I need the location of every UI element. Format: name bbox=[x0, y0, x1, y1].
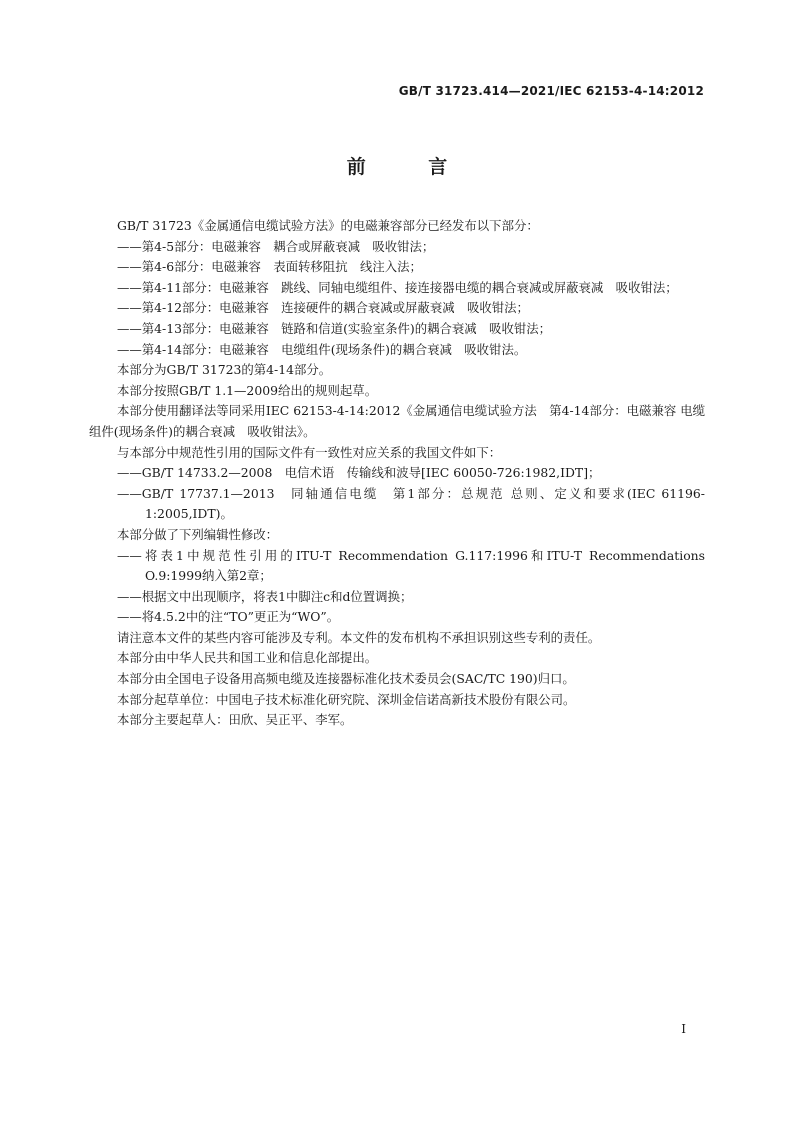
paragraph: 本部分为GB/T 31723的第4-14部分。 bbox=[117, 362, 332, 378]
paragraph: 与本部分中规范性引用的国际文件有一致性对应关系的我国文件如下： bbox=[117, 444, 502, 460]
paragraph: 请注意本文件的某些内容可能涉及专利。本文件的发布机构不承担识别这些专利的责任。 bbox=[117, 629, 601, 645]
list-item: ——第4-14部分：电磁兼容 电缆组件(现场条件)的耦合衰减 吸收钳法。 bbox=[117, 341, 527, 357]
list-item: ——第4-13部分：电磁兼容 链路和信道(实验室条件)的耦合衰减 吸收钳法； bbox=[117, 320, 552, 336]
list-item: ——第4-11部分：电磁兼容 跳线、同轴电缆组件、接连接器电缆的耦合衰减或屏蔽衰减 吸收钳法； bbox=[117, 279, 678, 295]
preface-body bbox=[89, 216, 705, 731]
paragraph: 本部分做了下列编辑性修改： bbox=[117, 526, 279, 542]
paragraph: 本部分由中华人民共和国工业和信息化部提出。 bbox=[117, 650, 378, 666]
standard-code: GB/T 31723.414—2021/IEC 62153-4-14:2012 bbox=[398, 84, 704, 98]
paragraph: GB/T 31723《金属通信电缆试验方法》的电磁兼容部分已经发布以下部分： bbox=[117, 218, 539, 233]
list-item: ——第4-6部分：电磁兼容 表面转移阻抗 线注入法； bbox=[117, 259, 422, 275]
list-item: ——根据文中出现顺序，将表1中脚注c和d位置调换； bbox=[117, 588, 413, 604]
list-item: ——GB/T 14733.2—2008 电信术语 传输线和波导[IEC 60050-726:1982,IDT]； bbox=[117, 465, 601, 481]
paragraph: 本部分使用翻译法等同采用IEC 62153-4-14:2012《金属通信电缆试验方法 第4-14部分：电磁兼容 电缆组件(现场条件)的耦合衰减 吸收钳法》。 bbox=[89, 403, 705, 439]
list-item: ——第4-5部分：电磁兼容 耦合或屏蔽衰减 吸收钳法； bbox=[117, 238, 435, 254]
list-item: ——将表1中规范性引用的ITU-T Recommendation G.117:1996和ITU-T Recommendations O.9:1999纳入第2章； bbox=[117, 547, 705, 584]
list-item: ——第4-12部分：电磁兼容 连接硬件的耦合衰减或屏蔽衰减 吸收钳法； bbox=[117, 300, 529, 316]
paragraph: 本部分主要起草人：田欣、吴正平、李军。 bbox=[117, 712, 353, 728]
page-title: 前 言 bbox=[346, 156, 476, 178]
list-item: ——GB/T 17737.1—2013 同轴通信电缆 第1部分：总规范 总则、定义和要求(IEC 61196-1:2005,IDT)。 bbox=[117, 485, 705, 522]
page-number: I bbox=[681, 1022, 686, 1036]
paragraph: 本部分按照GB/T 1.1—2009给出的规则起草。 bbox=[117, 382, 378, 398]
paragraph: 本部分起草单位：中国电子技术标准化研究院、深圳金信诺高新技术股份有限公司。 bbox=[117, 691, 576, 707]
paragraph: 本部分由全国电子设备用高频电缆及连接器标准化技术委员会(SAC/TC 190)归口。 bbox=[117, 671, 575, 687]
list-item: ——将4.5.2中的注“TO”更正为“WO”。 bbox=[117, 609, 340, 625]
